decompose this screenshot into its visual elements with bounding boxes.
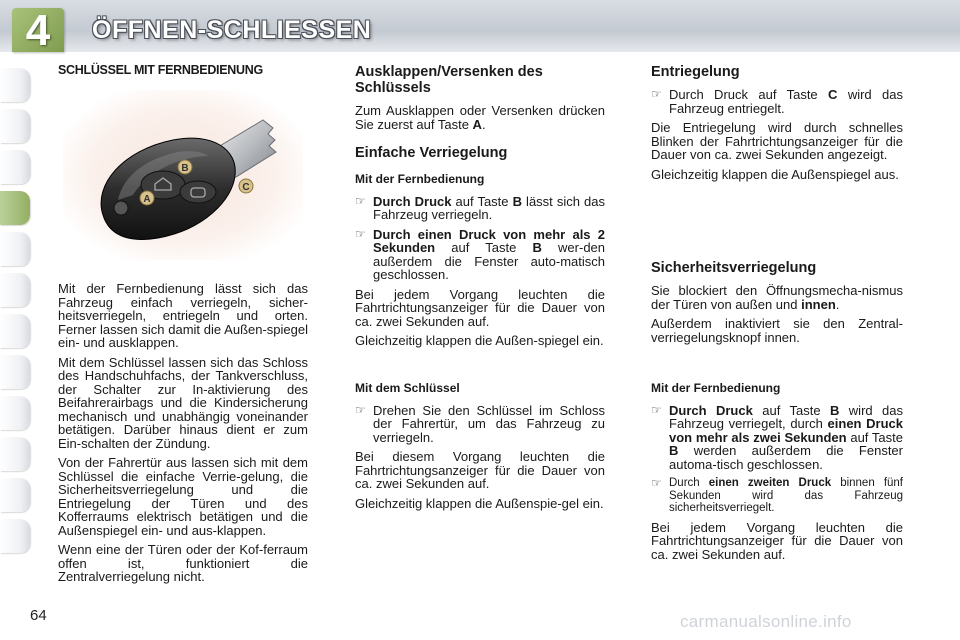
- bullet-long-text1: auf Taste: [435, 240, 533, 255]
- heading-unfold-key: Ausklappen/Versenken des Schlüssels: [355, 64, 543, 96]
- bullet-dl-key2: B: [669, 443, 679, 458]
- chapter-tab-6[interactable]: [0, 273, 30, 307]
- section-title-key: SCHLÜSSEL MIT FERNBEDIENUNG: [58, 63, 263, 77]
- chapter-number: 4: [25, 6, 51, 55]
- heading-deadlock: Sicherheitsverriegelung: [651, 260, 817, 276]
- bullet-long-text2: wer-den außerdem die Fenster auto-matisch geschlossen.: [373, 240, 606, 282]
- column-right: [651, 60, 903, 187]
- deadlock-paragraph-2: Außerdem inaktiviert sie den Zentral-verriegelungsknopf innen.: [651, 316, 903, 345]
- bullet-press-text1: auf Taste: [451, 193, 513, 209]
- chapter-tab-4-active[interactable]: [0, 191, 30, 225]
- key-paragraph-3: Von der Fahrertür aus lassen sich mit dem Schlüssel die einfache Verrie-gelung, die Sicherheitsverriegelung und die Entriegelung der Türen und des Kofferraums elektrisch betätigen und die Außenspiegel ein- und aus-klappen.: [58, 455, 308, 538]
- pointing-hand-icon: ☞: [651, 476, 662, 490]
- unfold-paragraph: [355, 104, 605, 131]
- pointing-hand-icon: ☞: [651, 402, 662, 417]
- chapter-tab-5[interactable]: [0, 232, 30, 266]
- heading-unlock: Entriegelung: [651, 64, 740, 80]
- subheading-remote: Mit der Fernbedienung: [355, 172, 485, 186]
- bullet-dl-text3: auf Taste: [846, 429, 903, 445]
- bullet-turn-key: [355, 404, 605, 445]
- pointing-hand-icon: ☞: [355, 402, 366, 417]
- unlock-mirror-paragraph: Gleichzeitig klappen die Außenspiegel aus.: [651, 166, 899, 182]
- mirror-paragraph-2: Gleichzeitig klappen die Außenspie-gel ein.: [355, 495, 604, 511]
- chapter-tab-9[interactable]: [0, 396, 30, 430]
- unfold-text: Zum Ausklappen oder Versenken drücken Sie zuerst auf Taste: [355, 103, 605, 132]
- chapter-badge: [12, 6, 64, 55]
- bullet-press-text2: lässt sich das Fahrzeug verriegeln.: [373, 193, 605, 222]
- subheading-key: Mit dem Schlüssel: [355, 381, 460, 395]
- chapter-tab-3[interactable]: [0, 150, 30, 184]
- chapter-tab-12[interactable]: [0, 519, 30, 553]
- pointing-hand-icon: ☞: [355, 226, 366, 241]
- bullet-press-key: B: [512, 193, 522, 209]
- key-paragraph-4: Wenn eine der Türen oder der Kof-ferraum offen ist, funktioniert die Zentralverriegelung nicht.: [58, 542, 308, 584]
- chapter-tab-10[interactable]: [0, 437, 30, 471]
- chapter-tab-7[interactable]: [0, 314, 30, 348]
- bullet-dl-text2: wird das Fahrzeug verriegelt, durch: [669, 402, 903, 431]
- deadlock-end: .: [835, 296, 840, 312]
- bullet-second-bold: einen zweiten Druck: [708, 477, 832, 489]
- bullet-press-lock: [355, 195, 605, 222]
- bullet-unlock: [651, 88, 903, 115]
- column-right-security: [651, 256, 903, 350]
- bullet-press-bold: Durch Druck: [373, 193, 452, 209]
- bullet-second-press: [651, 477, 903, 515]
- pointing-hand-icon: ☞: [355, 193, 366, 208]
- pointing-hand-icon: ☞: [651, 87, 662, 101]
- indicator-paragraph-3: Bei jedem Vorgang leuchten die Fahrtrichtungsanzeiger für die Dauer von ca. zwei Sekunden auf.: [651, 519, 903, 562]
- unfold-end: .: [481, 116, 486, 132]
- key-paragraph-1: Mit der Fernbedienung lässt sich das Fahrzeug einfach verriegeln, sicher-heitsverriegeln, entriegeln und orten. Ferner lassen sich damit die Außen-spiegel ein- und ausklappen.: [58, 281, 308, 350]
- key-label-c: C: [242, 182, 250, 193]
- bullet-deadlock-press: [651, 404, 903, 472]
- bullet-unlock-key: C: [828, 87, 838, 102]
- subheading-remote-2: Mit der Fernbedienung: [651, 381, 781, 395]
- heading-simple-lock: Einfache Verriegelung: [355, 145, 508, 161]
- unfold-key-letter: A: [472, 116, 482, 132]
- bullet-dl-key: B: [829, 402, 840, 418]
- mirror-paragraph: Gleichzeitig klappen die Außen-spiegel ein.: [355, 333, 604, 348]
- column-left: [58, 60, 308, 78]
- deadlock-text: Sie blockiert den Öffnungsmecha-nismus der Türen von außen und: [651, 283, 903, 312]
- indicator-paragraph: Bei jedem Vorgang leuchten die Fahrtrichtungsanzeiger für die Dauer von ca. zwei Sekunden auf.: [355, 286, 605, 329]
- chapter-tabs: [0, 68, 34, 560]
- key-label-a: A: [143, 194, 151, 205]
- bullet-long-press: [355, 228, 605, 282]
- key-paragraph-2: Mit dem Schlüssel lassen sich das Schloss des Handschuhfachs, der Tankverschluss, der Schalter zur In-aktivierung des Beifahrerairbags und die Kindersicherung mechanisch und unabhängig voneinander betätigen. Darüber hinaus dient er zum Ein-schalten der Zündung.: [58, 354, 308, 451]
- bullet-turn-text: Drehen Sie den Schlüssel im Schloss der Fahrertür, um das Fahrzeug zu verriegeln.: [373, 402, 605, 445]
- bullet-second-text1: Durch: [669, 477, 709, 489]
- key-illustration: [63, 90, 303, 260]
- key-label-b: B: [181, 163, 189, 174]
- chapter-tab-11[interactable]: [0, 478, 30, 512]
- column-middle-lower: [355, 382, 605, 516]
- indicator-paragraph-2: Bei diesem Vorgang leuchten die Fahrtrichtungsanzeiger für die Dauer von ca. zwei Sekunden auf.: [355, 449, 605, 491]
- page-title: ÖFFNEN-SCHLIESSEN: [92, 16, 372, 44]
- bullet-dl-text1: auf Taste: [752, 402, 830, 418]
- bullet-dl-bold2: einen Druck von mehr als zwei Sekunden: [669, 416, 903, 445]
- bullet-unlock-text2: wird das Fahrzeug entriegelt.: [669, 87, 903, 116]
- chapter-tab-1[interactable]: [0, 68, 30, 102]
- column-left-text: [58, 282, 308, 590]
- watermark: carmanualsonline.info: [680, 612, 852, 631]
- bullet-dl-bold1: Durch Druck: [669, 402, 753, 418]
- bullet-unlock-text1: Durch Druck auf Taste: [669, 87, 829, 102]
- column-right-lower: [651, 382, 903, 567]
- bullet-long-bold: Durch einen Druck von mehr als 2 Sekunden: [373, 226, 605, 255]
- deadlock-paragraph: [651, 284, 903, 311]
- page-number: 64: [30, 607, 47, 624]
- unlock-paragraph: Die Entriegelung wird durch schnelles Blinken der Fahrtrichtungsanzeiger für die Dauer von ca. zwei Sekunden angezeigt.: [651, 120, 903, 162]
- chapter-tab-8[interactable]: [0, 355, 30, 389]
- chapter-tab-2[interactable]: [0, 109, 30, 143]
- bullet-long-key: B: [532, 240, 542, 255]
- bullet-dl-text4: werden außerdem die Fenster automa-tisch geschlossen.: [669, 443, 903, 472]
- remote-key-icon: [63, 90, 303, 260]
- bullet-second-text2: binnen fünf Sekunden wird das Fahrzeug sicherheitsverriegelt.: [669, 477, 903, 514]
- column-middle: [355, 60, 605, 354]
- deadlock-bold: innen: [801, 296, 836, 312]
